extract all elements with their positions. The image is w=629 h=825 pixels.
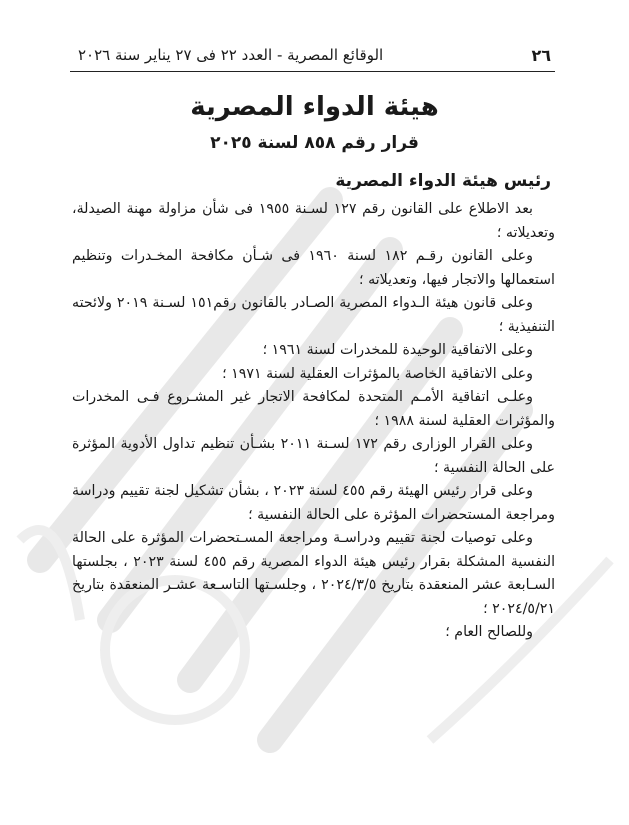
- preamble-paragraph: وعلى توصيات لجنة تقييم ودراسـة ومراجعة المسـتحضرات المؤثرة على الحالة النفسية المشكلة بقرار رئيس هيئة الدواء المصرية رقم ٤٥٥ لسنة ٢٠٢٣ ، بجلستها السـابعة عشر المنعقدة بتاريخ ٢٠٢٤/٣/٥ ، وجلسـتها التاسـعة عشـر المنعقدة بتاريخ ٢٠٢٤/٥/٢١ ؛: [72, 530, 556, 617]
- preamble-paragraph: وعلى قرار رئيس الهيئة رقم ٤٥٥ لسنة ٢٠٢٣ ، بشأن تشكيل لجنة تقييم ودراسة ومراجعة المستحضرات المؤثرة على الحالة النفسية ؛: [72, 483, 555, 523]
- page-header: [78, 42, 551, 68]
- preamble-paragraph: وعلى القرار الوزارى رقم ١٧٢ لسـنة ٢٠١١ بشـأن تنظيم تداول الأدوية المؤثرة على الحالة النفسية ؛: [72, 436, 555, 476]
- gazette-issue-line: الوقائع المصرية - العدد ٢٢ فى ٢٧ يناير سنة ٢٠٢٦: [78, 46, 384, 64]
- preamble-paragraph: وعلـى اتفاقية الأمـم المتحدة لمكافحة الاتجار غير المشـروع فـى المخدرات والمؤثرات العقلية لسنة ١٩٨٨ ؛: [72, 389, 555, 429]
- preamble-paragraph: وعلى قانون هيئة الـدواء المصرية الصـادر بالقانون رقم١٥١ لسـنة ٢٠١٩ ولائحته التنفيذية ؛: [72, 295, 555, 335]
- issuer-heading: رئيس هيئة الدواء المصرية: [335, 171, 551, 191]
- preamble-paragraph: وعلى الاتفاقية الخاصة بالمؤثرات العقلية لسنة ١٩٧١ ؛: [222, 365, 533, 382]
- page-number: ٢٦: [531, 45, 551, 65]
- preamble-paragraph: وعلى القانون رقـم ١٨٢ لسنة ١٩٦٠ فى شـأن مكافحة المخـدرات وتنظيم استعمالها والاتجار فيها، وتعديلاته ؛: [72, 248, 555, 288]
- decree-preamble: [72, 198, 555, 645]
- authority-title: هيئة الدواء المصرية: [190, 92, 439, 122]
- decree-number: قرار رقم ٨٥٨ لسنة ٢٠٢٥: [210, 133, 419, 153]
- preamble-paragraph: وعلى الاتفاقية الوحيدة للمخدرات لسنة ١٩٦١ ؛: [262, 342, 533, 358]
- preamble-paragraph: وللصالح العام ؛: [445, 624, 533, 640]
- header-divider: [70, 71, 555, 72]
- preamble-paragraph: بعد الاطلاع على القانون رقم ١٢٧ لسـنة ١٩٥٥ فى شأن مزاولة مهنة الصيدلة، وتعديلاته ؛: [72, 201, 555, 241]
